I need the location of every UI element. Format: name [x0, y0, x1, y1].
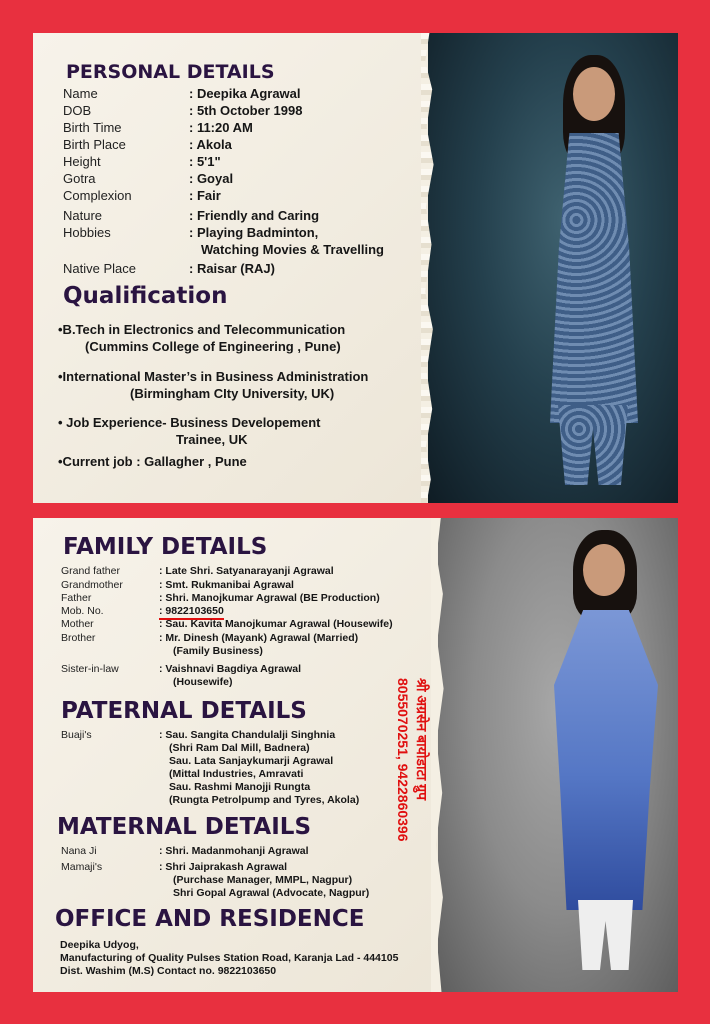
paternal-value: (Mittal Industries, Amravati — [169, 768, 304, 780]
paternal-row — [61, 742, 310, 755]
family-row — [61, 632, 358, 645]
family-label: Sister-in-law — [61, 663, 119, 675]
personal-row — [63, 120, 253, 136]
family-label: Grandmother — [61, 579, 123, 591]
personal-row — [63, 188, 221, 204]
family-value: : Sau. Kavita Manojkumar Agrawal (Housewife) — [159, 618, 393, 630]
office-heading: OFFICE AND RESIDENCE — [55, 906, 365, 932]
personal-row — [63, 103, 302, 119]
office-line: Deepika Udyog, — [60, 939, 139, 951]
personal-row — [63, 86, 301, 102]
paternal-value: : Sau. Sangita Chandulalji Singhnia — [159, 729, 336, 741]
family-label: Mob. No. — [61, 605, 104, 617]
person-figure-1 — [518, 55, 668, 495]
personal-row — [63, 261, 275, 277]
personal-row — [63, 137, 232, 153]
agency-stamp-name: श्री अग्रसेन बायोडाटा ग्रुप — [414, 678, 430, 801]
family-row — [61, 592, 380, 605]
maternal-label: Mamaji's — [61, 861, 103, 873]
personal-label: Complexion — [63, 188, 132, 203]
family-value: : Smt. Rukmanibai Agrawal — [159, 579, 294, 591]
personal-label: Birth Place — [63, 137, 126, 152]
family-row — [61, 579, 294, 592]
personal-label: Gotra — [63, 171, 96, 186]
paternal-value: Sau. Lata Sanjaykumarji Agrawal — [169, 755, 334, 767]
paternal-value: Sau. Rashmi Manojji Rungta — [169, 781, 311, 793]
office-line: Dist. Washim (M.S) Contact no. 9822103650 — [60, 965, 277, 977]
personal-label: Native Place — [63, 261, 136, 276]
paternal-row — [61, 781, 310, 794]
maternal-label — [61, 887, 159, 900]
personal-value: : Deepika Agrawal — [189, 86, 301, 101]
maternal-label — [61, 874, 159, 887]
family-row — [61, 565, 334, 578]
qualification-item: Trainee, UK — [176, 432, 248, 447]
personal-value: : Playing Badminton, — [189, 225, 319, 240]
family-label — [61, 676, 159, 689]
family-row — [61, 645, 263, 658]
personal-row — [63, 225, 318, 241]
personal-row — [63, 208, 319, 224]
qualification-item: •International Master’s in Business Administration — [58, 369, 369, 384]
maternal-value: Shri Gopal Agrawal (Advocate, Nagpur) — [173, 887, 370, 899]
family-label: Brother — [61, 632, 96, 644]
family-heading: FAMILY DETAILS — [63, 534, 268, 560]
maternal-value: : Shri. Madanmohanji Agrawal — [159, 845, 309, 857]
paternal-row — [61, 768, 303, 781]
personal-label: Hobbies — [63, 225, 111, 240]
qualification-heading: Qualification — [63, 283, 228, 309]
maternal-row — [61, 887, 369, 900]
paternal-label — [61, 781, 159, 794]
qualification-item: •Current job : Gallagher , Pune — [58, 454, 247, 469]
maternal-value: (Purchase Manager, MMPL, Nagpur) — [173, 874, 353, 886]
maternal-row — [61, 861, 287, 874]
personal-value: : Goyal — [189, 171, 234, 186]
personal-row — [63, 242, 384, 258]
personal-value: : 11:20 AM — [189, 120, 253, 135]
personal-value: : Akola — [189, 137, 232, 152]
personal-value: : Friendly and Caring — [189, 208, 320, 223]
family-row — [61, 618, 393, 631]
family-label: Mother — [61, 618, 94, 630]
family-row — [61, 663, 301, 676]
family-value: : Late Shri. Satyanarayanji Agrawal — [159, 565, 334, 577]
personal-row — [63, 154, 221, 170]
maternal-row — [61, 874, 352, 887]
profile-photo-2 — [438, 518, 678, 992]
personal-row — [63, 171, 233, 187]
paternal-label: Buaji's — [61, 729, 92, 741]
personal-label — [63, 242, 189, 258]
personal-label: Nature — [63, 208, 103, 223]
family-label: Grand father — [61, 565, 120, 577]
paternal-value: (Rungta Petrolpump and Tyres, Akola) — [169, 794, 360, 806]
maternal-label: Nana Ji — [61, 845, 97, 857]
personal-panel — [33, 33, 678, 503]
personal-label: Name — [63, 86, 98, 101]
qualification-item: •B.Tech in Electronics and Telecommunication — [58, 322, 346, 337]
maternal-row — [61, 845, 309, 858]
family-panel — [33, 518, 678, 992]
paternal-row — [61, 729, 335, 742]
family-value: : Vaishnavi Bagdiya Agrawal — [159, 663, 301, 675]
personal-value: : Raisar (RAJ) — [189, 261, 275, 276]
agency-stamp-phone: 8055070251, 9422860396 — [395, 678, 411, 842]
paternal-label — [61, 742, 159, 755]
paternal-label — [61, 768, 159, 781]
maternal-value: : Shri Jaiprakash Agrawal — [159, 861, 287, 873]
personal-label: DOB — [63, 103, 92, 118]
personal-label: Birth Time — [63, 120, 122, 135]
office-line: Manufacturing of Quality Pulses Station Road, Karanja Lad - 444105 — [60, 952, 399, 964]
paternal-label — [61, 794, 159, 807]
personal-value: Watching Movies & Travelling — [201, 242, 384, 257]
paternal-label — [61, 755, 159, 768]
paternal-row — [61, 755, 333, 768]
family-value: (Family Business) — [173, 645, 263, 657]
personal-heading: PERSONAL DETAILS — [66, 61, 275, 83]
personal-label: Height — [63, 154, 101, 169]
person-figure-2 — [538, 530, 678, 990]
paternal-row — [61, 794, 359, 807]
qualification-item: (Birmingham CIty University, UK) — [130, 386, 335, 401]
qualification-item: • Job Experience- Business Developement — [58, 415, 321, 430]
personal-value: : 5'1" — [189, 154, 221, 169]
profile-photo-1 — [428, 33, 678, 503]
family-row — [61, 676, 233, 689]
family-value: : Shri. Manojkumar Agrawal (BE Production) — [159, 592, 380, 604]
personal-value: : Fair — [189, 188, 221, 203]
qualification-item: (Cummins College of Engineering , Pune) — [85, 339, 341, 354]
family-value: : 9822103650 — [159, 605, 224, 620]
paternal-heading: PATERNAL DETAILS — [61, 698, 307, 724]
family-label — [61, 645, 159, 658]
maternal-heading: MATERNAL DETAILS — [57, 814, 312, 840]
family-value: : Mr. Dinesh (Mayank) Agrawal (Married) — [159, 632, 359, 644]
paternal-value: (Shri Ram Dal Mill, Badnera) — [169, 742, 310, 754]
family-value: (Housewife) — [173, 676, 233, 688]
personal-value: : 5th October 1998 — [189, 103, 303, 118]
family-label: Father — [61, 592, 92, 604]
